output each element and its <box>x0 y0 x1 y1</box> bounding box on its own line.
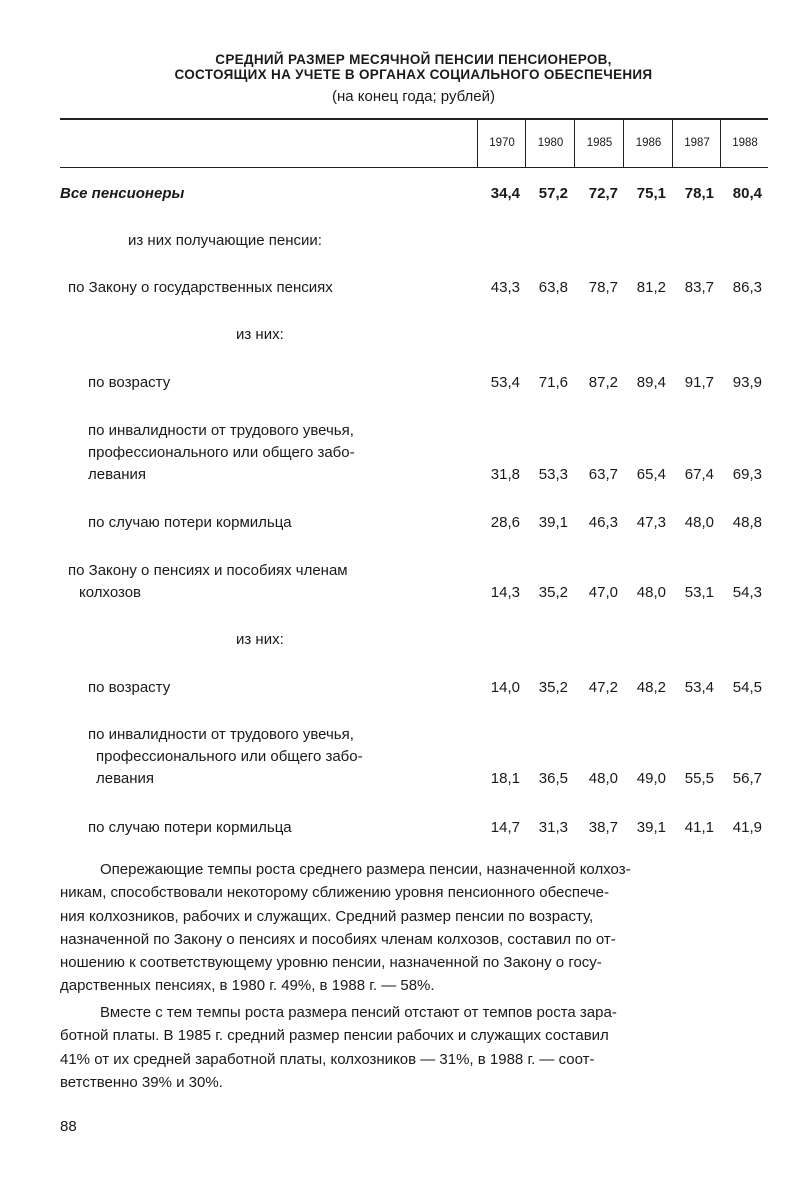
table-cell: 72,7 <box>588 185 618 202</box>
table-cell: 86,3 <box>732 279 762 296</box>
row-label: по возрасту <box>88 679 171 696</box>
table-cell: 56,7 <box>732 770 762 787</box>
table-cell: 71,6 <box>538 374 568 391</box>
paragraph-line: 41% от их средней заработной платы, колхозников — 31%, в 1988 г. — соот- <box>60 1050 595 1068</box>
year-header-cell: 1985 <box>574 119 624 167</box>
table-cell: 47,2 <box>588 679 618 696</box>
table-cell: 48,2 <box>636 679 666 696</box>
paragraph-line: ветственно 39% и 30%. <box>60 1073 223 1091</box>
year-header-cell: 1980 <box>525 119 575 167</box>
row-label: по инвалидности от трудового увечья, <box>88 422 354 439</box>
table-cell: 48,0 <box>636 584 666 601</box>
table-cell: 65,4 <box>636 466 666 483</box>
table-cell: 48,8 <box>732 514 762 531</box>
paragraph-line: назначенной по Закону о пенсиях и пособиях членам колхозов, составил по от- <box>60 930 616 948</box>
table-cell: 46,3 <box>588 514 618 531</box>
table-cell: 35,2 <box>538 584 568 601</box>
table-cell: 63,7 <box>588 466 618 483</box>
row-label: Все пенсионеры <box>60 185 185 202</box>
row-label: из них: <box>236 631 284 648</box>
paragraph <box>60 858 768 998</box>
year-header-cell: 1986 <box>623 119 673 167</box>
row-label: колхозов <box>79 584 142 601</box>
table-cell: 83,7 <box>684 279 714 296</box>
row-label: профессионального или общего забо- <box>88 444 355 461</box>
table-title-line-1: СРЕДНИЙ РАЗМЕР МЕСЯЧНОЙ ПЕНСИИ ПЕНСИОНЕРОВ, <box>215 52 612 67</box>
table-cell: 38,7 <box>588 819 618 836</box>
row-label: по случаю потери кормильца <box>88 819 292 836</box>
table-cell: 53,3 <box>538 466 568 483</box>
table-cell: 47,3 <box>636 514 666 531</box>
row-label: профессионального или общего забо- <box>96 748 363 765</box>
table-cell: 36,5 <box>538 770 568 787</box>
table-cell: 89,4 <box>636 374 666 391</box>
table-cell: 78,1 <box>684 185 714 202</box>
table-cell: 41,9 <box>732 819 762 836</box>
row-label: из них получающие пенсии: <box>128 232 322 249</box>
row-label: левания <box>96 770 155 787</box>
year-header-cell: 1970 <box>477 119 526 167</box>
row-label: по Закону о пенсиях и пособиях членам <box>68 562 348 579</box>
table-cell: 53,4 <box>684 679 714 696</box>
table-header-rule <box>60 167 768 168</box>
table-cell: 54,5 <box>732 679 762 696</box>
table-cell: 93,9 <box>732 374 762 391</box>
year-header-cell: 1987 <box>672 119 721 167</box>
paragraph-line: ния колхозников, рабочих и служащих. Средний размер пенсии по возрасту, <box>60 907 594 925</box>
year-header-cell: 1988 <box>720 119 769 167</box>
table-cell: 80,4 <box>732 185 762 202</box>
table-cell: 14,3 <box>490 584 520 601</box>
table-cell: 34,4 <box>490 185 520 202</box>
table-title-line-2: СОСТОЯЩИХ НА УЧЕТЕ В ОРГАНАХ СОЦИАЛЬНОГО ОБЕСПЕЧЕНИЯ <box>174 67 653 82</box>
table-cell: 48,0 <box>684 514 714 531</box>
table-cell: 18,1 <box>490 770 520 787</box>
paragraph-line: Опережающие темпы роста среднего размера пенсии, назначенной колхоз- <box>100 861 631 878</box>
table-cell: 63,8 <box>538 279 568 296</box>
table-cell: 39,1 <box>636 819 666 836</box>
table-cell: 78,7 <box>588 279 618 296</box>
table-cell: 28,6 <box>490 514 520 531</box>
paragraph-line: ношению к соответствующему уровню пенсии, назначенной по Закону о госу- <box>60 954 602 972</box>
table-cell: 14,7 <box>490 819 520 836</box>
paragraph-line: Вместе с тем темпы роста размера пенсий отстают от темпов роста зара- <box>100 1004 617 1021</box>
table-subtitle: (на конец года; рублей) <box>331 88 496 105</box>
row-label: левания <box>88 466 147 483</box>
paragraph-line: дарственных пенсиях, в 1980 г. 49%, в 1988 г. — 58%. <box>60 977 435 995</box>
table-cell: 75,1 <box>636 185 666 202</box>
table-cell: 48,0 <box>588 770 618 787</box>
table-cell: 49,0 <box>636 770 666 787</box>
table-cell: 69,3 <box>732 466 762 483</box>
table-cell: 53,1 <box>684 584 714 601</box>
row-label: по возрасту <box>88 374 171 391</box>
page-number: 88 <box>60 1118 77 1135</box>
table-cell: 87,2 <box>588 374 618 391</box>
row-label: по инвалидности от трудового увечья, <box>88 726 354 743</box>
table-cell: 67,4 <box>684 466 714 483</box>
table-cell: 41,1 <box>684 819 714 836</box>
table-cell: 55,5 <box>684 770 714 787</box>
table-cell: 43,3 <box>490 279 520 296</box>
table-cell: 39,1 <box>538 514 568 531</box>
table-cell: 53,4 <box>490 374 520 391</box>
paragraph-line: никам, способствовали некоторому сближению уровня пенсионного обеспече- <box>60 884 609 902</box>
table-cell: 81,2 <box>636 279 666 296</box>
table-cell: 14,0 <box>490 679 520 696</box>
paragraph-line: ботной платы. В 1985 г. средний размер пенсии рабочих и служащих составил <box>60 1027 609 1045</box>
table-cell: 57,2 <box>538 185 568 202</box>
table-cell: 35,2 <box>538 679 568 696</box>
table-cell: 47,0 <box>588 584 618 601</box>
row-label: по случаю потери кормильца <box>88 514 292 531</box>
row-label: из них: <box>236 326 284 343</box>
table-cell: 54,3 <box>732 584 762 601</box>
row-label: по Закону о государственных пенсиях <box>68 279 333 296</box>
table-cell: 31,3 <box>538 819 568 836</box>
table-cell: 91,7 <box>684 374 714 391</box>
paragraph <box>60 1001 768 1094</box>
table-cell: 31,8 <box>490 466 520 483</box>
